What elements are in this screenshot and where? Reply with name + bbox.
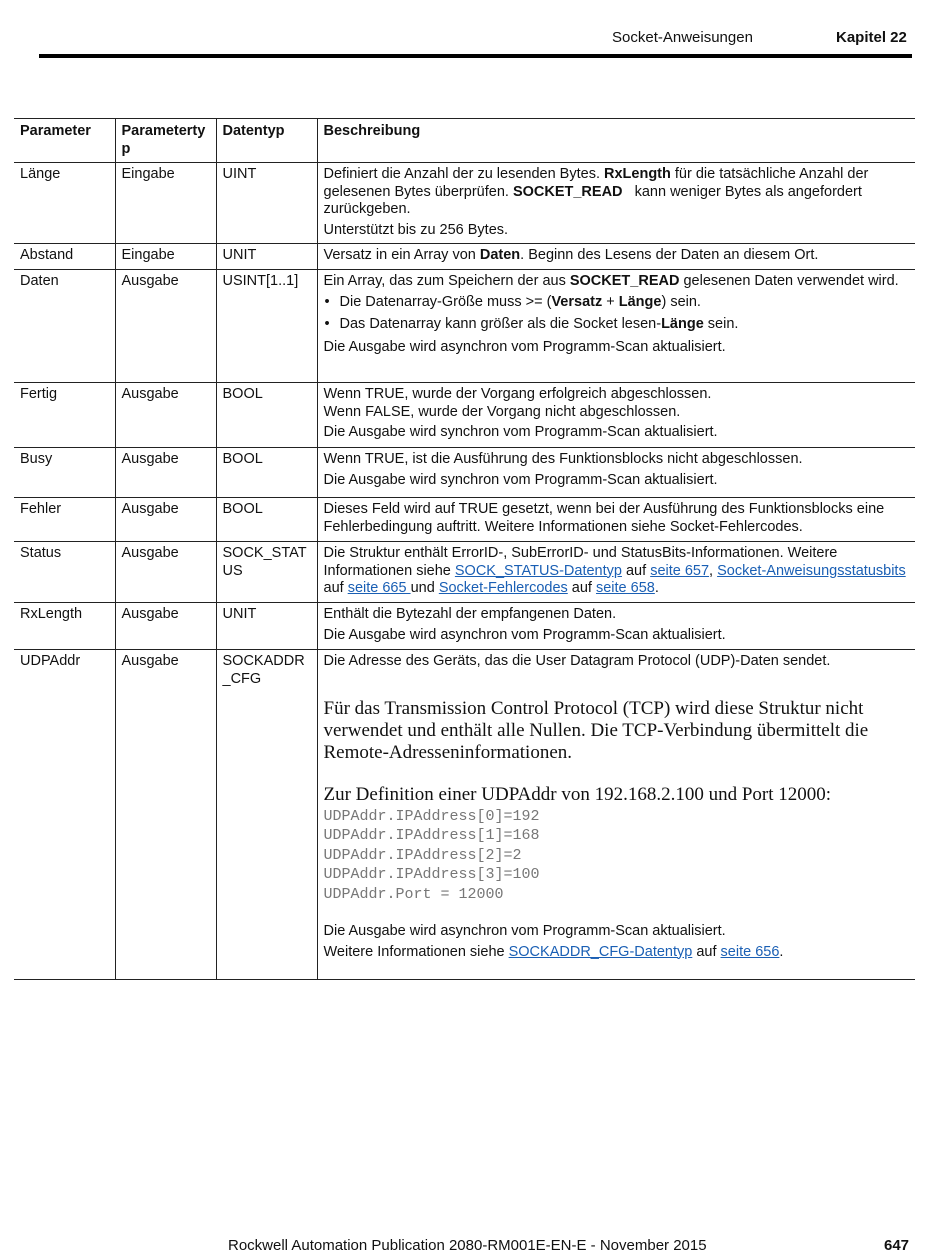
param-type: Ausgabe (115, 542, 216, 603)
code-line: UDPAddr.IPAddress[2]=2 (323, 846, 522, 864)
param-type: Eingabe (115, 244, 216, 270)
link-sock-status-datentyp[interactable]: SOCK_STATUS-Datentyp (454, 562, 622, 579)
param-name: Länge (14, 163, 115, 244)
code-block (324, 807, 911, 905)
param-name: UDPAddr (14, 650, 115, 980)
description: Die Adresse des Geräts, das die User Datagram Protocol (UDP)-Daten sendet. Für das Transmission Control Protocol (TCP) wird diese Struktur nicht verwendet und enthält alle Nullen. Die TCP-Verbindung übermittelt die Remote-Adresseninformationen. Zur Definition einer UDPAddr von 192.168.2.100 und Port 12000: UDPAddr.IPAddress[0]=192 UDPAddr.IPAddress[1]=168 UDPAddr.IPAddress[2]=2 UDPAddr.IPAddress[3]=100 UDPAddr.Port = 12000 Die Ausgabe wird asynchron vom Programm-Scan aktualisiert. Weitere Informationen siehe SOCKADDR_CFG-Datentyp auf seite 656. (317, 650, 915, 980)
description: Ein Array, das zum Speichern der aus SOCKET_READ gelesenen Daten verwendet wird. • Die Datenarray-Größe muss >= (Versatz + Länge) sein. • Das Datenarray kann größer als die Socket lesen-Länge sein. Die Ausgabe wird asynchron vom Programm-Scan aktualisiert. (317, 270, 915, 383)
data-type: USINT[1..1] (216, 270, 317, 383)
table-row (14, 244, 915, 270)
definition-intro: Zur Definition einer UDPAddr von 192.168.2.100 und Port 12000: (323, 783, 832, 805)
data-type: BOOL (216, 448, 317, 498)
column-header-datentyp: Datentyp (216, 119, 317, 163)
table-header-row (14, 119, 915, 163)
data-type: UNIT (216, 244, 317, 270)
param-type: Ausgabe (115, 270, 216, 383)
link-socket-anweisungsstatusbits[interactable]: Socket-Anweisungsstatusbits (717, 562, 906, 579)
param-type: Ausgabe (115, 448, 216, 498)
param-type: Ausgabe (115, 383, 216, 448)
table-row (14, 270, 915, 383)
link-page-656[interactable]: seite 656 (720, 943, 780, 960)
column-header-parametertyp: Parametertyp (115, 119, 216, 163)
table-row (14, 448, 915, 498)
data-type: UNIT (216, 603, 317, 650)
link-page-658[interactable]: seite 658 (595, 580, 655, 596)
param-name: RxLength (14, 603, 115, 650)
param-name: Status (14, 542, 115, 603)
chapter-label: Kapitel 22 (836, 29, 907, 46)
page-number: 647 (884, 1237, 910, 1254)
column-header-beschreibung: Beschreibung (317, 119, 915, 163)
publication-info: Rockwell Automation Publication 2080-RM001E-EN-E - November 2015 (228, 1237, 707, 1254)
table-row (14, 603, 915, 650)
description: Dieses Feld wird auf TRUE gesetzt, wenn bei der Ausführung des Funktionsblocks eine Fehlerbedingung auftritt. Weitere Informationen siehe Socket-Fehlercodes. (317, 498, 915, 542)
list-item: • Das Datenarray kann größer als die Socket lesen-Länge sein. (340, 316, 911, 334)
header-rule (39, 54, 912, 58)
description: Enthält die Bytezahl der empfangenen Daten. Die Ausgabe wird asynchron vom Programm-Scan aktualisiert. (317, 603, 915, 650)
section-title: Socket-Anweisungen (612, 29, 753, 46)
param-name: Fehler (14, 498, 115, 542)
param-type: Ausgabe (115, 498, 216, 542)
data-type: SOCK_STATUS (216, 542, 317, 603)
data-type: BOOL (216, 498, 317, 542)
page-header (0, 0, 950, 60)
description: Versatz in ein Array von Daten. Beginn des Lesens der Daten an diesem Ort. (317, 244, 915, 270)
description: Definiert die Anzahl der zu lesenden Bytes. RxLength für die tatsächliche Anzahl der gelesenen Bytes überprüfen. SOCKET_READ kann weniger Bytes als angefordert zurückgeben. Unterstützt bis zu 256 Bytes. (317, 163, 915, 244)
param-name: Busy (14, 448, 115, 498)
param-name: Abstand (14, 244, 115, 270)
link-page-657[interactable]: seite 657 (650, 562, 710, 579)
parameter-table (14, 118, 915, 980)
description: Wenn TRUE, wurde der Vorgang erfolgreich abgeschlossen. Wenn FALSE, wurde der Vorgang nicht abgeschlossen. Die Ausgabe wird synchron vom Programm-Scan aktualisiert. (317, 383, 915, 448)
description: Wenn TRUE, ist die Ausführung des Funktionsblocks nicht abgeschlossen. Die Ausgabe wird synchron vom Programm-Scan aktualisiert. (317, 448, 915, 498)
table-row (14, 542, 915, 603)
table-row (14, 163, 915, 244)
param-type: Ausgabe (115, 650, 216, 980)
param-type: Eingabe (115, 163, 216, 244)
data-type: BOOL (216, 383, 317, 448)
data-type: SOCKADDR_CFG (216, 650, 317, 980)
list-item: • Die Datenarray-Größe muss >= (Versatz + Länge) sein. (340, 294, 911, 312)
code-line: UDPAddr.IPAddress[0]=192 (323, 807, 540, 825)
table-row (14, 650, 915, 980)
table-row (14, 498, 915, 542)
link-page-665[interactable]: seite 665 (347, 580, 411, 596)
code-line: UDPAddr.IPAddress[1]=168 (323, 827, 540, 844)
bullet-list (324, 294, 911, 334)
code-line: UDPAddr.IPAddress[3]=100 (323, 866, 540, 883)
table-row (14, 383, 915, 448)
data-type: UINT (216, 163, 317, 244)
param-type: Ausgabe (115, 603, 216, 650)
link-sockaddr-cfg-datentyp[interactable]: SOCKADDR_CFG-Datentyp (508, 943, 693, 960)
param-name: Fertig (14, 383, 115, 448)
link-socket-fehlercodes[interactable]: Socket-Fehlercodes (438, 580, 568, 596)
column-header-parameter: Parameter (14, 119, 115, 163)
param-name: Daten (14, 270, 115, 383)
code-line: UDPAddr.Port = 12000 (323, 885, 504, 903)
description: Die Struktur enthält ErrorID-, SubErrorID- und StatusBits-Informationen. Weitere Informationen siehe SOCK_STATUS-Datentyp auf seite 657, Socket-Anweisungsstatusbits auf seite 665 und Socket-Fehlercodes auf seite 658. (317, 542, 915, 603)
tcp-note: Für das Transmission Control Protocol (TCP) wird diese Struktur nicht verwendet und enthält alle Nullen. Die TCP-Verbindung übermittelt die Remote-Adresseninformationen. (323, 697, 869, 763)
